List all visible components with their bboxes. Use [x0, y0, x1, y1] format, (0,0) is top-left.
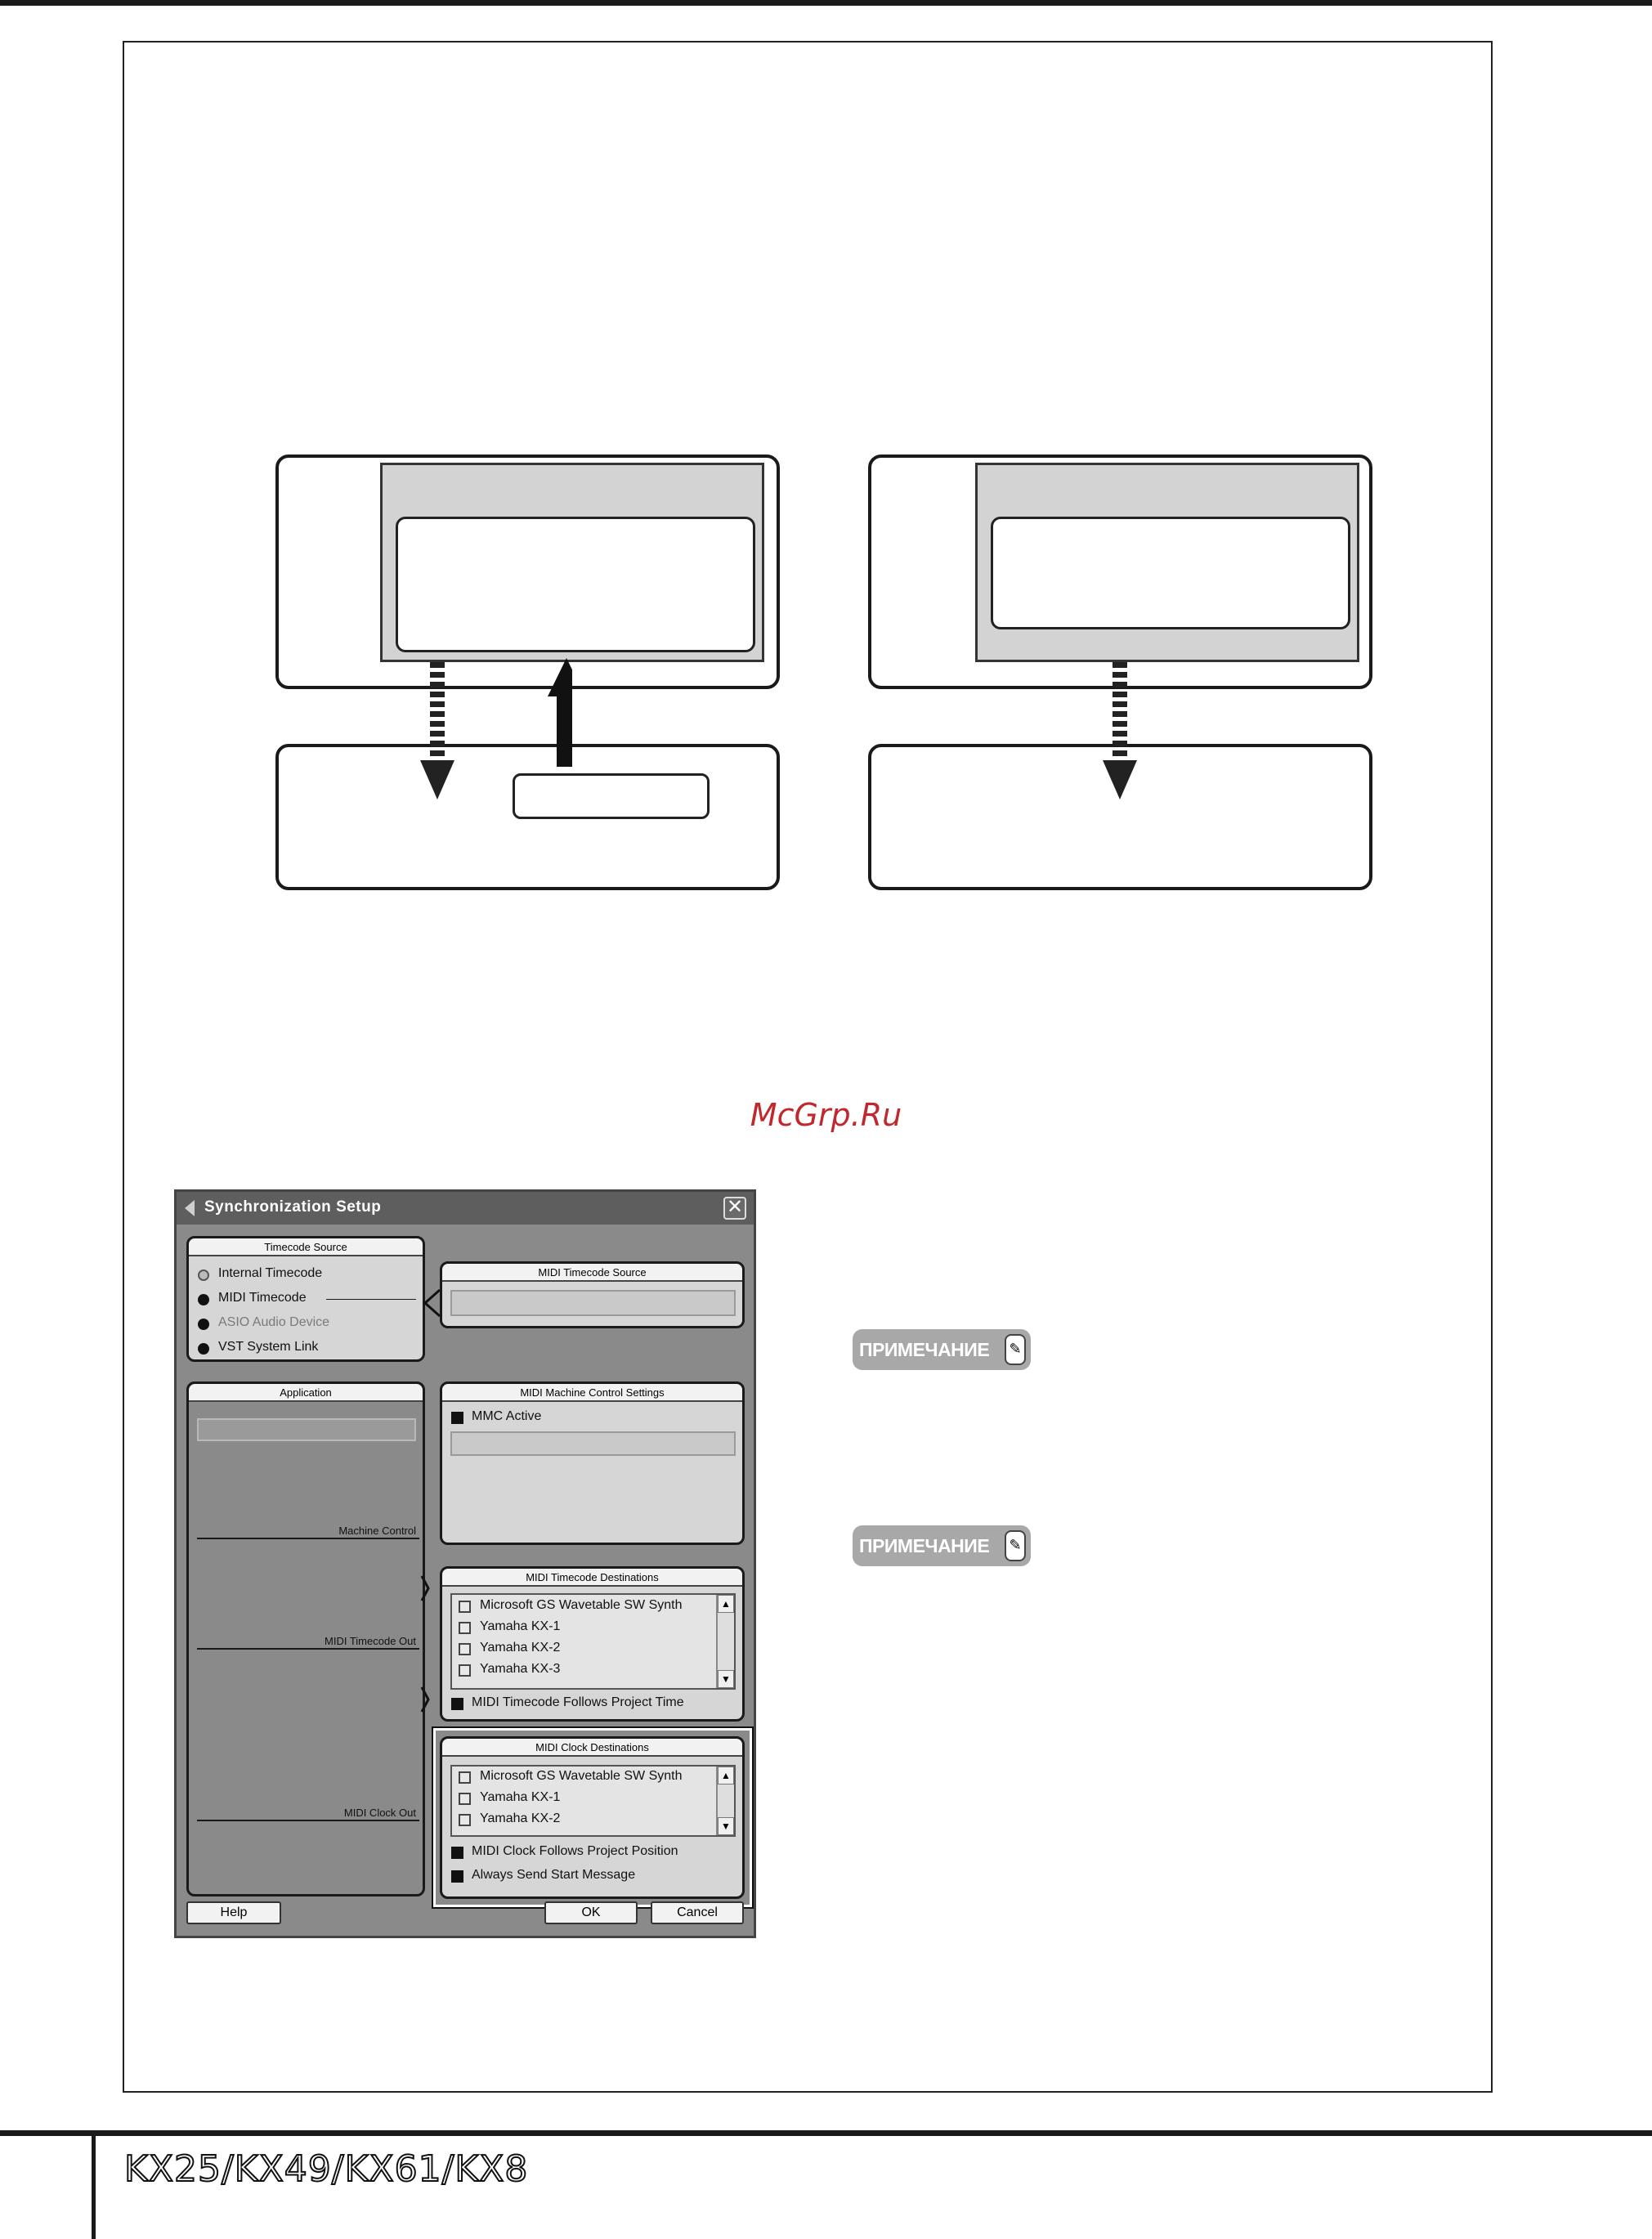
machine-control-line [197, 1538, 419, 1539]
timecode-dest-item[interactable]: Yamaha KX-2 [480, 1641, 561, 1655]
midi-timecode-source-header: MIDI Timecode Source [442, 1264, 742, 1282]
bottom-rule [0, 2130, 1652, 2136]
clock-dest-checkbox[interactable] [459, 1771, 471, 1784]
midi-timecode-connector [326, 1299, 416, 1300]
arrows-right [1091, 654, 1148, 809]
connector-notch [422, 1576, 428, 1601]
option-midi-timecode[interactable]: MIDI Timecode [218, 1291, 307, 1305]
scroll-up-icon[interactable]: ▲ [718, 1767, 734, 1784]
timecode-destinations-list [450, 1593, 736, 1690]
top-rule [0, 0, 1652, 6]
mmc-settings-header: MIDI Machine Control Settings [442, 1384, 742, 1402]
title-arrow-icon [185, 1200, 195, 1216]
close-button[interactable]: ✕ [723, 1197, 746, 1220]
help-button[interactable]: Help [186, 1901, 281, 1924]
mmc-device-field[interactable] [450, 1431, 736, 1456]
side-rule [92, 2130, 96, 2239]
pencil-icon: ✎ [1005, 1334, 1026, 1365]
mmc-settings-panel [440, 1381, 745, 1545]
down-arrowhead-icon [420, 760, 454, 799]
clock-follows-label[interactable]: MIDI Clock Follows Project Position [472, 1844, 678, 1858]
midi-timecode-out-label: MIDI Timecode Out [325, 1635, 416, 1647]
radio-vst-system-link[interactable] [198, 1343, 209, 1355]
clock-destinations-header: MIDI Clock Destinations [442, 1739, 742, 1757]
clock-destinations-list [450, 1765, 736, 1837]
dialog-titlebar[interactable] [177, 1192, 754, 1225]
timecode-dest-item[interactable]: Yamaha KX-1 [480, 1619, 561, 1633]
mmc-active-label[interactable]: MMC Active [472, 1409, 542, 1423]
clock-destinations-panel [440, 1736, 745, 1899]
clock-dest-item[interactable]: Microsoft GS Wavetable SW Synth [480, 1769, 683, 1783]
radio-internal-timecode[interactable] [198, 1270, 209, 1281]
timecode-dest-checkbox[interactable] [459, 1622, 471, 1634]
start-message-label[interactable]: Always Send Start Message [472, 1868, 636, 1882]
clock-dest-checkbox[interactable] [459, 1793, 471, 1805]
timecode-follows-label[interactable]: MIDI Timecode Follows Project Time [472, 1695, 684, 1709]
host-inner-right [991, 517, 1350, 629]
clock-dest-scrollbar[interactable] [716, 1767, 734, 1835]
machine-control-label: Machine Control [338, 1525, 416, 1537]
note-badge [853, 1525, 1031, 1566]
timecode-follows-checkbox[interactable] [451, 1698, 463, 1710]
note-label: ПРИМЕЧАНИЕ [859, 1339, 990, 1360]
midi-timecode-source-field[interactable] [450, 1290, 736, 1316]
connector-notch [422, 1687, 428, 1712]
down-arrowhead-icon [1103, 760, 1137, 799]
connector-notch [425, 1290, 440, 1316]
timecode-source-header: Timecode Source [189, 1238, 423, 1256]
host-inner-left [396, 517, 755, 652]
option-vst-system-link[interactable]: VST System Link [218, 1340, 319, 1354]
application-header: Application [189, 1384, 423, 1402]
scroll-up-icon[interactable]: ▲ [718, 1595, 734, 1613]
scroll-down-icon[interactable]: ▼ [718, 1670, 734, 1688]
midi-timecode-out-line [197, 1648, 419, 1650]
pencil-icon: ✎ [1005, 1530, 1026, 1561]
watermark: McGrp.Ru [750, 1097, 902, 1133]
sync-setup-dialog [174, 1189, 756, 1938]
timecode-source-panel [186, 1236, 425, 1362]
note-badge [853, 1329, 1031, 1370]
timecode-destinations-panel [440, 1566, 745, 1722]
clock-follows-checkbox[interactable] [451, 1847, 463, 1859]
dialog-title: Synchronization Setup [204, 1198, 382, 1216]
radio-asio-audio-device[interactable] [198, 1319, 209, 1330]
arrows-left [409, 654, 572, 809]
timecode-dest-item[interactable]: Yamaha KX-3 [480, 1662, 561, 1676]
clock-dest-item[interactable]: Yamaha KX-2 [480, 1811, 561, 1825]
ok-button[interactable]: OK [544, 1901, 638, 1924]
start-message-checkbox[interactable] [451, 1870, 463, 1883]
radio-midi-timecode[interactable] [198, 1294, 209, 1305]
timecode-dest-checkbox[interactable] [459, 1643, 471, 1655]
cancel-button[interactable]: Cancel [651, 1901, 744, 1924]
panel-connector-notches [419, 1274, 443, 1911]
clock-dest-item[interactable]: Yamaha KX-1 [480, 1790, 561, 1804]
note-label: ПРИМЕЧАНИЕ [859, 1535, 990, 1556]
application-panel [186, 1381, 425, 1896]
midi-clock-out-line [197, 1820, 419, 1821]
timecode-dest-checkbox[interactable] [459, 1601, 471, 1613]
option-asio-audio-device[interactable]: ASIO Audio Device [218, 1315, 330, 1329]
midi-clock-out-label: MIDI Clock Out [343, 1807, 416, 1819]
timecode-dest-checkbox[interactable] [459, 1664, 471, 1677]
clock-dest-checkbox[interactable] [459, 1814, 471, 1826]
timecode-dest-scrollbar[interactable] [716, 1595, 734, 1688]
timecode-destinations-header: MIDI Timecode Destinations [442, 1569, 742, 1587]
model-logo [124, 2150, 615, 2191]
midi-timecode-source-panel [440, 1261, 745, 1328]
mmc-active-checkbox[interactable] [451, 1412, 463, 1424]
option-internal-timecode[interactable]: Internal Timecode [218, 1266, 323, 1280]
up-arrowhead-icon [548, 658, 572, 696]
timecode-dest-item[interactable]: Microsoft GS Wavetable SW Synth [480, 1598, 683, 1612]
model-logo-text: KX25/KX49/KX61/KX8 [124, 2150, 529, 2190]
scroll-down-icon[interactable]: ▼ [718, 1817, 734, 1835]
application-field[interactable] [197, 1418, 416, 1441]
